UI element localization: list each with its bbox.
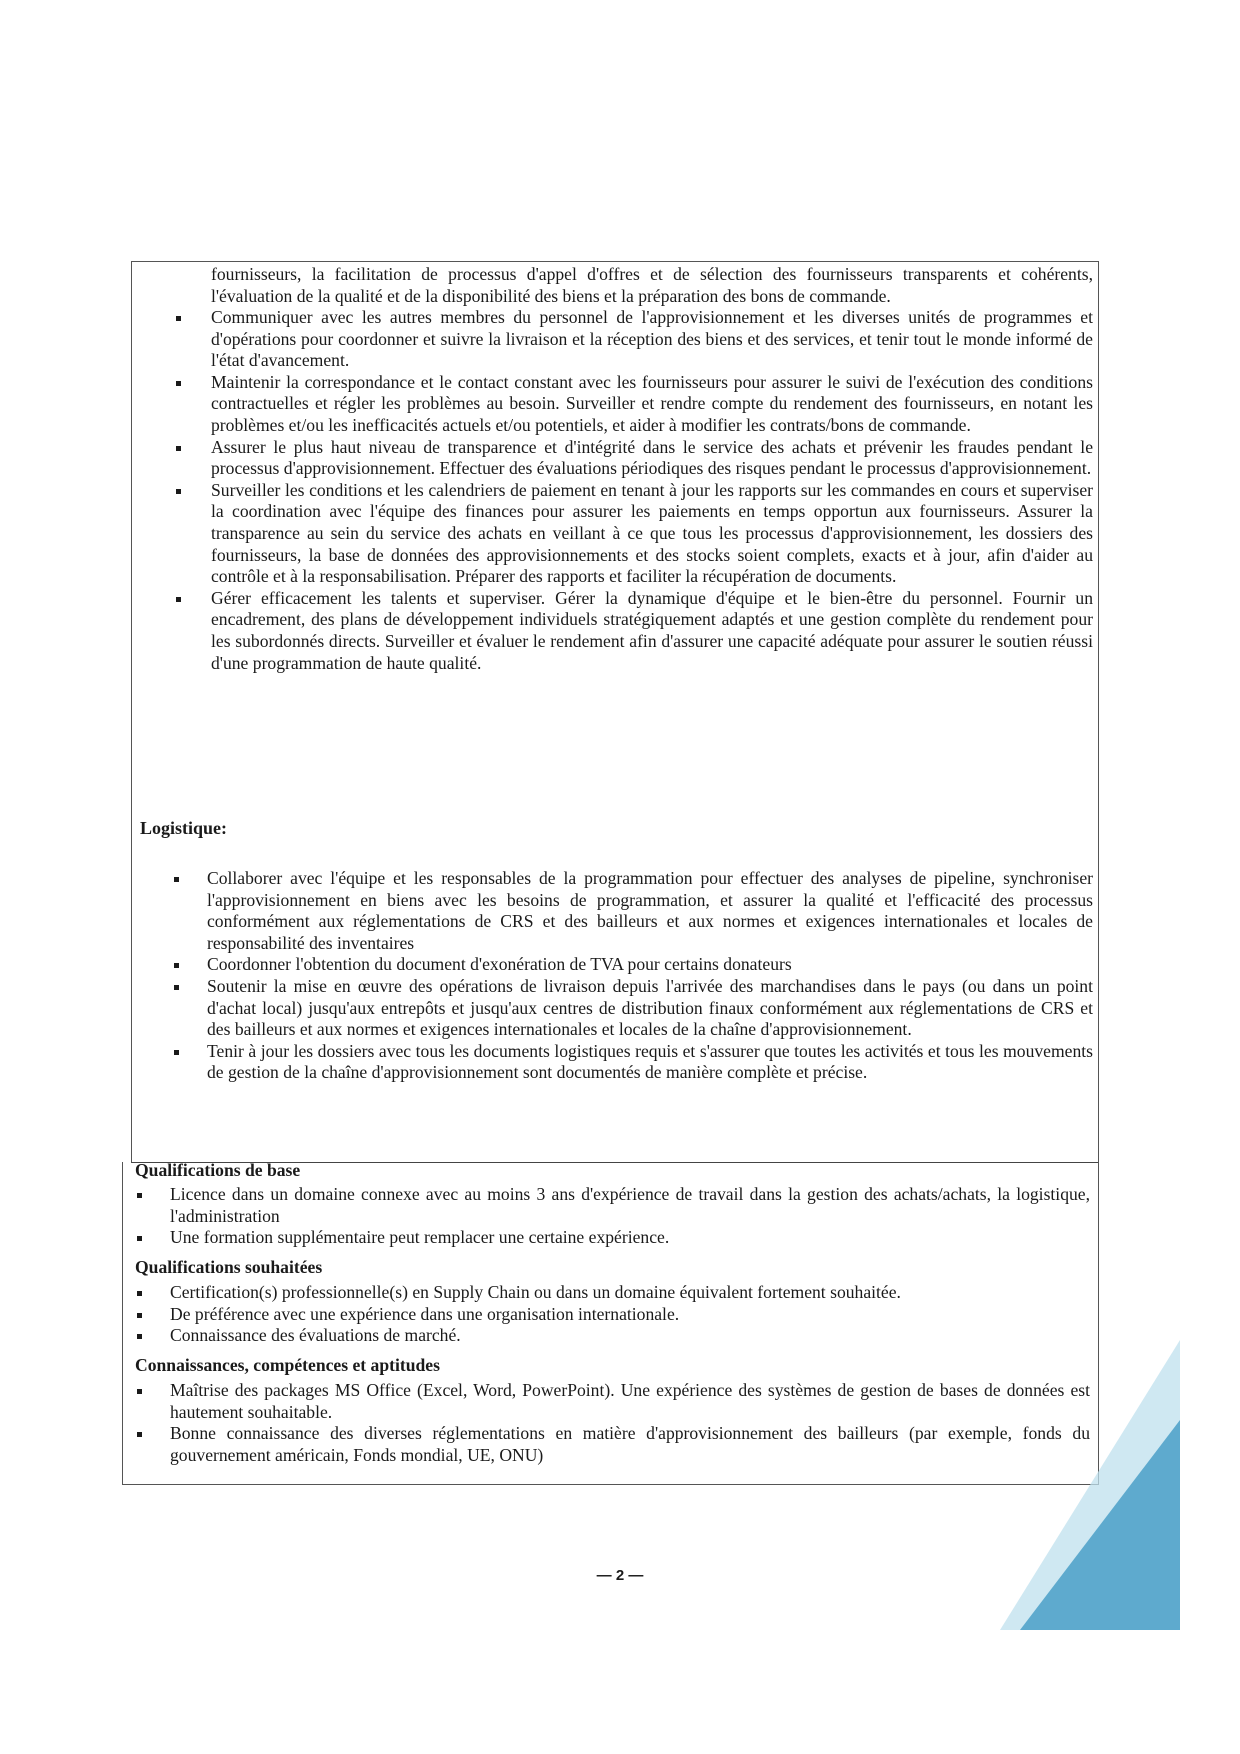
bullet-icon	[174, 877, 179, 882]
bullet-icon	[137, 1432, 142, 1437]
list-item: Coordonner l'obtention du document d'exonération de TVA pour certains donateurs	[207, 954, 1093, 976]
list-item: Soutenir la mise en œuvre des opérations de livraison depuis l'arrivée des marchandises dans le pays (ou dans un point d'achat local) jusqu'aux entrepôts et jusqu'aux centres de distribution finaux conformément aux réglementations de CRS et des bailleurs et aux normes et exigences internationales et locales de la chaîne d'approvisionnement.	[207, 976, 1093, 1041]
logistics-heading: Logistique:	[140, 818, 228, 838]
bullet-icon	[137, 1313, 142, 1318]
list-item: Maintenir la correspondance et le contact constant avec les fournisseurs pour assurer le suivi de l'exécution des conditions contractuelles et régler les problèmes au besoin. Surveiller et rendre compte du rendement des fournisseurs, en notant les problèmes et/ou les inefficacités actuels et/ou potentiels, et aider à modifier les contrats/bons de commande.	[211, 372, 1093, 437]
bullet-icon	[137, 1389, 142, 1394]
dark-triangle	[1020, 1420, 1180, 1630]
list-item: Gérer efficacement les talents et superviser. Gérer la dynamique d'équipe et le bien-être du personnel. Fournir un encadrement, des plans de développement individuels stratégiquement adaptés et une gestion complète du rendement pour les subordonnés directs. Surveiller et évaluer le rendement afin d'assurer une capacité adéquate pour assurer le soutien réussi d'une programmation de haute qualité.	[211, 588, 1093, 674]
bullet-icon	[176, 316, 181, 321]
list-item: Certification(s) professionnelle(s) en Supply Chain ou dans un domaine équivalent fortement souhaitée.	[170, 1282, 1090, 1304]
list-item: Licence dans un domaine connexe avec au moins 3 ans d'expérience de travail dans la gestion des achats/achats, la logistique, l'administration	[170, 1184, 1090, 1227]
list-item: Bonne connaissance des diverses réglementations en matière d'approvisionnement des bailleurs (par exemple, fonds du gouvernement américain, Fonds mondial, UE, ONU)	[170, 1423, 1090, 1466]
logistics-list	[207, 868, 1093, 1084]
bullet-icon	[137, 1236, 142, 1241]
bullet-icon	[137, 1193, 142, 1198]
list-item: Connaissance des évaluations de marché.	[170, 1325, 1090, 1347]
page-number: — 2 —	[596, 1567, 644, 1584]
list-item: Assurer le plus haut niveau de transparence et d'intégrité dans le service des achats et prévenir les fraudes pendant le processus d'approvisionnement. Effectuer des évaluations périodiques des risques pendant le processus d'approvisionnement.	[211, 437, 1093, 480]
corner-triangle-decoration	[990, 1270, 1190, 1640]
bullet-icon	[176, 446, 181, 451]
basic-qualifications-heading: Qualifications de base	[135, 1160, 301, 1180]
list-item: Une formation supplémentaire peut remplacer une certaine expérience.	[170, 1227, 1090, 1249]
continuation-paragraph: fournisseurs, la facilitation de processus d'appel d'offres et de sélection des fournisseurs transparents et cohérents, l'évaluation de la qualité et de la disponibilité des biens et la préparation des bons de commande.	[211, 264, 1093, 306]
bullet-icon	[176, 489, 181, 494]
bullet-icon	[174, 1050, 179, 1055]
list-item: Tenir à jour les dossiers avec tous les documents logistiques requis et s'assurer que toutes les activités et tous les mouvements de gestion de la chaîne d'approvisionnement sont documentés de manière complète et précise.	[207, 1041, 1093, 1084]
list-item: Surveiller les conditions et les calendriers de paiement en tenant à jour les rapports sur les commandes en cours et superviser la coordination avec l'équipe des finances pour assurer les paiements en temps opportun aux fournisseurs. Assurer la transparence au sein du service des achats en veillant à ce que tous les processus d'approvisionnement, les dossiers des fournisseurs, la base de données des approvisionnements et des stocks soient complets, exacts et à jour, afin d'aider au contrôle et à la responsabilisation. Préparer des rapports et faciliter la récupération de documents.	[211, 480, 1093, 588]
list-item: De préférence avec une expérience dans une organisation internationale.	[170, 1304, 1090, 1326]
skills-list	[170, 1380, 1090, 1466]
bullet-icon	[137, 1291, 142, 1296]
bullet-icon	[174, 985, 179, 990]
bullet-icon	[137, 1334, 142, 1339]
bullet-icon	[174, 963, 179, 968]
preferred-qualifications-heading: Qualifications souhaitées	[135, 1257, 323, 1277]
skills-heading: Connaissances, compétences et aptitudes	[135, 1355, 440, 1375]
list-item: Communiquer avec les autres membres du personnel de l'approvisionnement et les diverses unités de programmes et d'opérations pour coordonner et suivre la livraison et la réception des biens et des services, et tenir tout le monde informé de l'état d'avancement.	[211, 307, 1093, 372]
list-item: Collaborer avec l'équipe et les responsables de la programmation pour effectuer des analyses de pipeline, synchroniser l'approvisionnement en biens avec les besoins de programmation, et assurer la qualité et l'efficacité des processus conformément aux réglementations de CRS et des bailleurs et aux normes et exigences internationales et locales de responsabilité des inventaires	[207, 868, 1093, 954]
list-item: Maîtrise des packages MS Office (Excel, Word, PowerPoint). Une expérience des systèmes de gestion de bases de données est hautement souhaitable.	[170, 1380, 1090, 1423]
bullet-icon	[176, 597, 181, 602]
basic-qualifications-list	[170, 1184, 1090, 1249]
procurement-list	[211, 307, 1093, 674]
bullet-icon	[176, 381, 181, 386]
preferred-qualifications-list	[170, 1282, 1090, 1347]
